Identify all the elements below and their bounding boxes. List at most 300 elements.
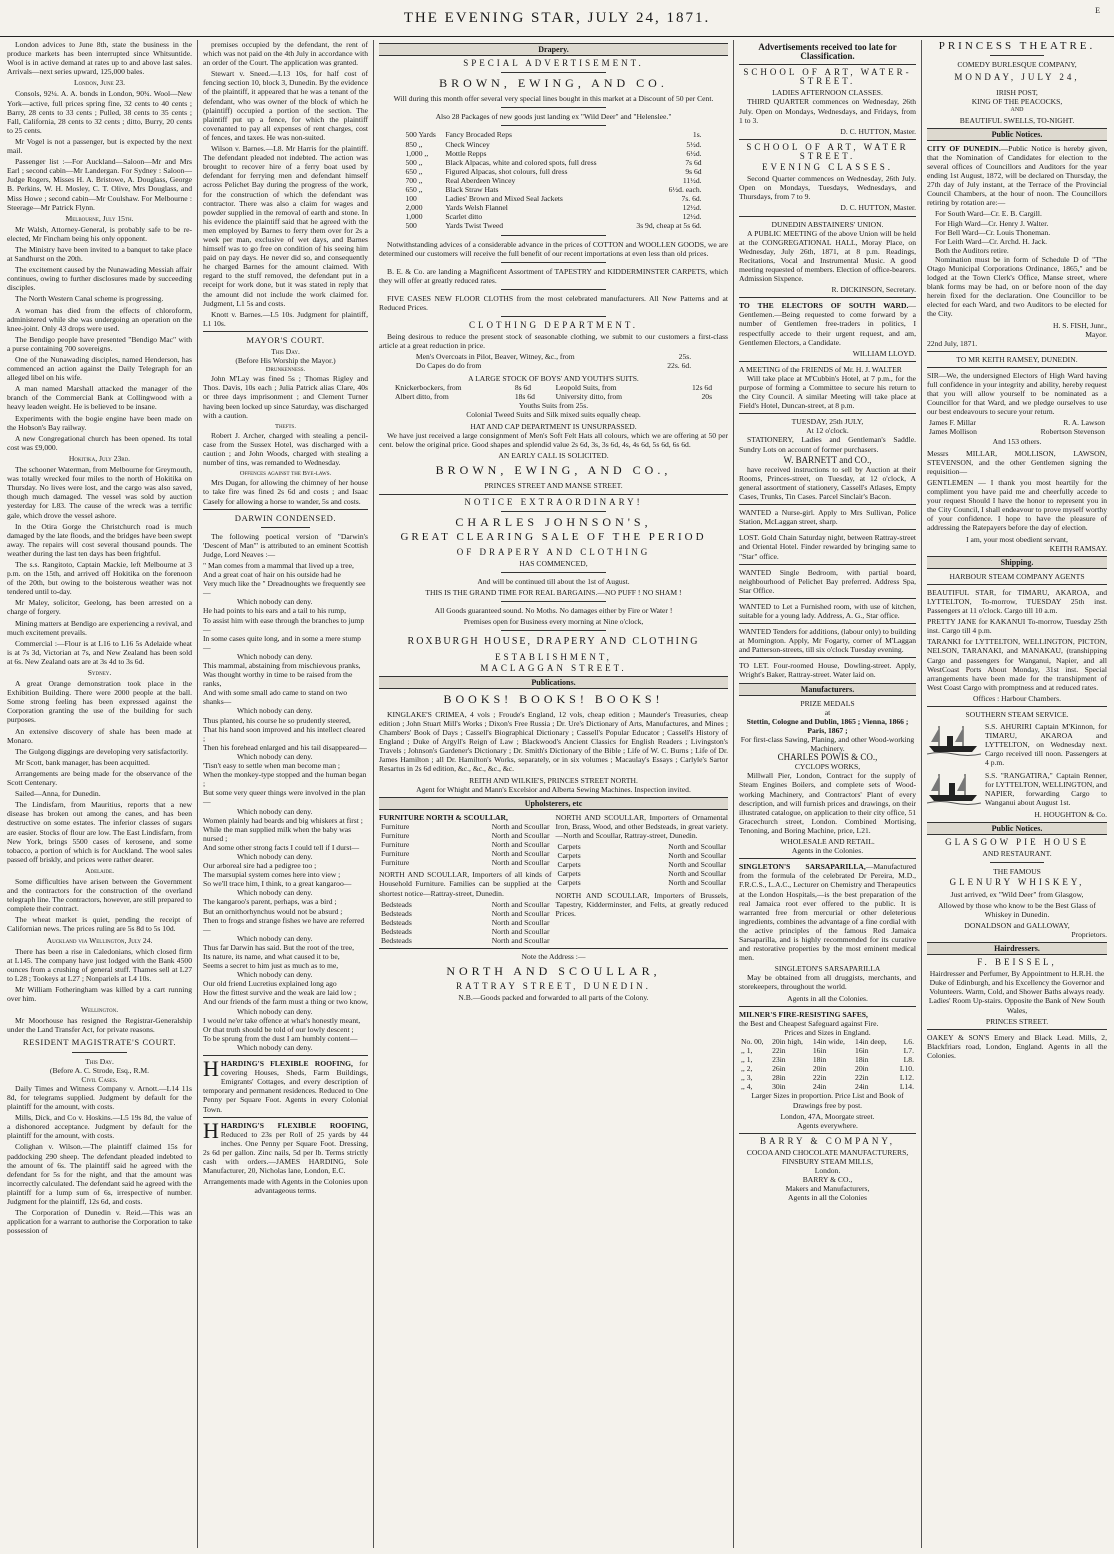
publications-label: Publications. [379, 676, 728, 689]
divider [739, 297, 916, 298]
harding-ad-2 [203, 1117, 368, 1176]
harding-footer: Arrangements made with Agents in the Colonies upon advantageous terms. [203, 1177, 368, 1196]
carpets-row [556, 842, 729, 851]
boys-row-cell: 18s 6d [514, 391, 535, 401]
donaldson-galloway: DONALDSON and GALLOWAY, [964, 920, 1070, 930]
furniture-row-cell: Furniture [381, 821, 410, 831]
ns-families: NORTH AND SCOULLAR, Importers of all kinds of Household Furniture. Families can be supplied at the shortest notice—Rattray-street, Dunedin. [379, 870, 552, 898]
goods-row-cell: 5½d. [686, 139, 702, 149]
to-let-ad: TO LET. Four-roomed House, Dowling-street. Apply, Wright's Baker, Rattray-street. Water laid on. [739, 661, 916, 680]
news-paragraph: The Bendigo people have presented "Bendigo Mac" with a purse containing 700 sovereigns. [7, 334, 192, 353]
sarsaparilla-head: SINGLETON'S SARSAPARILLA, [739, 862, 866, 872]
requisition-row [927, 418, 1107, 427]
poem-line: When the monkey-type stopped and the human began ; [203, 770, 367, 789]
has-commenced: HAS COMMENCED, [519, 558, 588, 568]
furniture-row-cell: North and Scoullar [491, 840, 550, 850]
poem-line: This mammal, abstaining from mischievous pranks, [203, 661, 361, 670]
safe-row-cell: ,, 4, [741, 1082, 753, 1092]
safe-row-cell: L7. [903, 1046, 914, 1055]
news-paragraph: London advices to June 8th, state the business in the produce markets has been interrupted since Whitsuntide. Wool is in active demand at rates up to and above last sales. Arrivals—next series upward, 125,000 bales. [7, 40, 192, 77]
safe-row-cell: L8. [903, 1055, 914, 1065]
divider [739, 216, 916, 217]
roxburgh-street: MACLAGGAN STREET. [480, 662, 627, 673]
divider [501, 262, 606, 263]
rm-court-title: RESIDENT MAGISTRATE'S COURT. [22, 1037, 177, 1048]
news-paragraph: Sailed—Anna, for Dunedin. [15, 789, 101, 799]
school-art-2-text: Second Quarter commences on Wednesday, 26th July. Open on Mondays, Tuesdays, Wednesdays, and Thursdays, from 7 to 9. [739, 174, 916, 202]
news-paragraph: Passenger list :—For Auckland—Saloon—Mr and Mrs Earl ; second cabin—Mr Landergan. For Sydney : Saloon—Judge Rogers, Misses H. A. Bristowe, A. Douglass, George B. Perkins, W. H. Mosley, C. T. Olive, Mrs Douglass, and Miss Howe ; second cabin—Mr Coulshaw. For Melbourne : Steerage—Mr Patrick Flynn. [7, 157, 192, 212]
safe-row [739, 1082, 916, 1091]
boys-row [393, 383, 714, 392]
princess-theatre: PRINCESS THEATRE. [938, 40, 1096, 52]
goods-row-cell: Yards Twist Tweed [445, 221, 504, 231]
divider [739, 858, 916, 859]
poem-line: Very much like the " Dreadnoughts we frequently see— [203, 579, 366, 598]
bedsteads-row-cell: Bedsteads [381, 908, 412, 918]
city-date: 22nd July, 1871. [927, 338, 978, 348]
furniture-row [379, 831, 552, 840]
ahuriri-text: S.S. AHURIRI Captain M'Kinnon, for TIMARU, AKAROA and LYTTELTON, on Wednesday next. Cargo received till noon. Passengers at 4 p.m. [985, 722, 1107, 768]
bedsteads-row [379, 918, 552, 927]
poem-line: Our arboreal sire had a pedigree too ; [203, 861, 317, 871]
bedsteads-row-cell: North and Scoullar [491, 926, 550, 936]
boys-row-cell: Leopold Suits, from [555, 382, 617, 392]
goods-row [403, 221, 703, 230]
goods-row-cell: Figured Alpacas, shot colours, full dress [445, 166, 568, 176]
ladies-classes: LADIES AFTERNOON CLASSES. [772, 88, 883, 98]
ns-ornamental: NORTH AND SCOULLAR, Importers of Ornamental Iron, Brass, Wood, and other Bedsteads, in great variety.—North and Scoullar, Rattray-street, Dunedin. [555, 812, 728, 840]
south-ward-head: TO THE ELECTORS OF SOUTH WARD. [739, 301, 909, 311]
newspaper-title: THE EVENING STAR, JULY 24, 1871. [403, 10, 711, 26]
poem-line: Thus far Darwin has said. But the root of the tree, [203, 942, 354, 952]
safe-row [739, 1073, 916, 1082]
court-paragraph: Mills, Dick, and Co v. Hoskins.—L5 19s 8d, the value of a dishonored acceptance. Judgment by default for the plaintiff for the amount, with costs. [7, 1113, 192, 1141]
pretty-jane-ad: PRETTY JANE for KAKANUI To-morrow, Tuesday 25th inst. Cargo till 4 p.m. [927, 617, 1107, 636]
poem-line: To be sprung from the dust I am humbly content— [203, 1033, 358, 1043]
hutton-sig-1: D. C. HUTTON, Master. [840, 126, 916, 136]
fish-sig: H. S. FISH, Junr., [1052, 320, 1107, 330]
divider [739, 657, 916, 658]
news-paragraph: The schooner Waterman, from Melbourne for Greymouth, was totally wrecked four miles to the north of Hokitika on Thursday. No lives were lost, and the cargo was also saved, though much damaged. The vessel was sold by auction yesterday for L83. The cause of the wreck was a terrific gale, which drove the vessel ashore. [7, 465, 192, 520]
divider [379, 948, 728, 949]
news-paragraph: Mr Scott, bank manager, has been acquitted. [15, 757, 150, 767]
news-paragraph: Experiments with the bogie engine have been made on the Hobson's Bay railway. [7, 413, 192, 432]
brown-ewing-also: Also 28 Packages of new goods just landing ex "Wild Deer" and "Helenslee." [435, 112, 672, 122]
milner-note: Larger Sizes in proportion. Price List and Book of Drawings free by post. [751, 1091, 904, 1110]
goods-row-cell: 6½d. [686, 148, 702, 158]
steamship-icon [927, 722, 981, 756]
poem-line: Which nobody can deny. [237, 806, 313, 816]
divider [739, 413, 916, 414]
goods-row-cell: 6½d. each. [668, 185, 702, 195]
walter-text: Will take place at M'Cubbin's Hotel, at 7 p.m., for the purpose of forming a Committee to secure his return to the City Council. A similar Meeting will take place at Field's Hotel, Duncan-street, at 8 p.m. [739, 373, 916, 411]
safe-row-cell: ,, 1, [741, 1055, 753, 1065]
divider [927, 706, 1107, 707]
overcoats-table [414, 352, 693, 370]
safe-row-cell: 22in [855, 1073, 869, 1083]
milner-head: MILNER'S FIRE-RESISTING SAFES, [739, 1009, 868, 1019]
darwin-poem [203, 561, 368, 1052]
tuesday-time: At 12 o'clock. [806, 426, 849, 436]
court-paragraph: Stewart v. Sneed.—L13 10s, for half cost of fencing section 10, block 3, Dunedin. By the evidence of the plaintiff, it appeared that he was a tenant of the defendant, who was owner of the block of which he (plaintiff) occupied a portion of the section. The plaintiff put up a fence, for which the plaintiff covenanted to pay all expenses of rent charges, cost of fences, and taxes. He was non-suited. [203, 69, 368, 142]
rattray-street: RATTRAY STREET, DUNEDIN. [456, 981, 651, 992]
barry-agents: Agents in all the Colonies [788, 1193, 867, 1203]
carpets-row-cell: Carpets [557, 842, 581, 852]
ramsay-others: And 153 others. [992, 436, 1042, 446]
goods-row-cell: Ladies' Brown and Mixed Seal Jackets [445, 194, 563, 204]
overcoat-row-cell: 25s. [678, 352, 692, 362]
public-notices-label: Public Notices. [927, 128, 1107, 141]
mayors-court-day: This Day. [271, 347, 300, 356]
safe-row-cell: 28in [772, 1073, 786, 1083]
goods-row-cell: 650 ,, [405, 166, 423, 176]
news-paragraph: Mining matters at Bendigo are experiencing a revival, and much excitement prevails. [7, 618, 192, 637]
monday-date: MONDAY, JULY 24, [954, 72, 1080, 83]
boys-row-cell: 12s 6d [691, 382, 713, 392]
bedroom-ad: WANTED Single Bedroom, with partial board, neighbourhood of Pelichet Bay preferred. Address Spa, Star Office. [739, 567, 916, 595]
drapery-clothing: OF DRAPERY AND CLOTHING [456, 546, 651, 557]
goods-row-cell: 9s 6d [685, 166, 702, 176]
column-2 [198, 40, 374, 1548]
poem-line: Which nobody can deny. [237, 851, 313, 861]
furniture-row-cell: North and Scoullar [491, 849, 550, 859]
ns-nb: N.B.—Goods packed and forwarded to all parts of the Colony. [458, 993, 649, 1003]
news-paragraph: Arrangements are being made for the observance of the Scott Centenary. [7, 768, 192, 788]
thefts-text: Robert J. Archer, charged with stealing a pencil-case from the Sussex Hotel, was discharged with a caution ; and John Woods, charged with stealing a number of tins, was remanded to Wednesday. [203, 430, 368, 468]
north-scoullar-title: NORTH AND SCOULLAR, [446, 964, 661, 979]
poem-line: And with some small ado came to stand on two shanks— [203, 688, 348, 707]
thefts-heading: Thefts. [275, 422, 296, 430]
premises-open: Premises open for Business every morning at Nine o'clock, [463, 617, 644, 627]
poem-line: To assist him with ease through the branches to jump— [203, 615, 365, 634]
news-paragraph: Mr Vogel is not a passenger, but is expected by the next mail. [7, 136, 192, 156]
news-paragraph: Auckland via Wellington, July 24. [46, 935, 153, 945]
boys-row-cell: 20s [701, 391, 713, 401]
sewing-agent: Agent for Whight and Mann's Excelsior and Alberta Sewing Machines. Inspection invited. [416, 784, 691, 794]
upholsterers-label: Upholsterers, etc [379, 797, 728, 810]
column-1 [2, 40, 198, 1548]
mayor-title: Mayor. [1085, 329, 1107, 339]
harding-ad-1 [203, 1056, 369, 1114]
divider [927, 351, 1107, 352]
note-address: Note the Address :— [521, 952, 586, 962]
divider [379, 494, 728, 495]
roxburgh-title: ROXBURGH HOUSE, DRAPERY AND CLOTHING [407, 636, 700, 648]
carpets-row-cell: North and Scoullar [668, 851, 726, 861]
furniture-row-cell: Furniture [381, 831, 410, 840]
goods-row-cell: Yards Welsh Flannel [445, 203, 508, 213]
boys-row-cell: Albert ditto, from [394, 391, 449, 401]
bedsteads-row-cell: Bedsteads [381, 936, 412, 946]
poem-line: The kangaroo's parent, perhaps, was a bird ; [203, 897, 337, 907]
divider [739, 564, 916, 565]
drapery-label: Drapery. [379, 43, 728, 56]
powis-agents: Agents in the Colonies. [791, 846, 864, 856]
goods-row-cell: 700 ,, [405, 175, 423, 185]
powis-works: CYCLOPS WORKS, [794, 762, 861, 772]
goods-row [403, 212, 703, 221]
carpets-row-cell: Carpets [557, 878, 581, 888]
prize-at: at [824, 707, 831, 717]
goods-price-table [403, 130, 703, 230]
furniture-row-cell: Furniture [381, 840, 410, 850]
furniture-row [379, 849, 552, 858]
ramsay-close: I am, your most obedient servant, [966, 534, 1068, 544]
goods-row [403, 149, 703, 158]
divider [739, 623, 916, 624]
carpets-row-cell: North and Scoullar [668, 869, 726, 879]
divider [501, 316, 606, 317]
news-paragraph: A man named Marshall attacked the manager of the branch of the Commercial Bank at Collingwood with a heavy leaden weight. He is believed to be insane. [7, 384, 192, 412]
poem-line: He had points to his ears and a tail to his rump, [203, 606, 346, 616]
ward-item: For South Ward—Cr. E. B. Cargill. [935, 209, 1042, 219]
beautiful-swells: BEAUTIFUL SWELLS, TO-NIGHT. [959, 115, 1075, 125]
irish-post: IRISH POST, [996, 88, 1038, 98]
safe-row [739, 1055, 916, 1064]
safe-row-cell: 22in [812, 1073, 827, 1083]
goods-row-cell: 100 [405, 194, 417, 204]
news-paragraph: Mr Walsh, Attorney-General, is probably safe to be re-elected, Mr Fincham being his only opponent. [7, 224, 192, 243]
furniture-head: FURNITURE NORTH & SCOULLAR, [379, 812, 508, 822]
safe-row-cell: 24in [812, 1082, 827, 1092]
barry-london: London. [814, 1166, 841, 1176]
poem-line: Our old friend Lucretius explained long ago [203, 979, 337, 989]
goods-row-cell: 650 ,, [405, 185, 423, 195]
court-paras-cont [203, 40, 368, 328]
poem-line: Its nature, its name, and what caused it to be, [203, 952, 340, 961]
safe-row-cell: L6. [903, 1036, 914, 1046]
overcoat-row-cell: Men's Overcoats in Pilot, Beaver, Witney, &c., from [415, 352, 575, 362]
ramsay-head: TO MR KEITH RAMSEY, DUNEDIN. [956, 354, 1078, 364]
milner-text: the Best and Cheapest Safeguard against Fire. [739, 1018, 879, 1028]
safe-row-cell: 14in deep, [855, 1036, 887, 1046]
court-paragraph: premises occupied by the defendant, the rent of which was not paid on the 4th July in accordance with an order of the Court. The application was granted. [203, 40, 368, 68]
poem-line: Which nobody can deny. [237, 970, 313, 980]
news-paragraph: A great Orange demonstration took place in the Exhibition Building. There were 2000 people at the ball. Some strong feeling has been expressed against the Corporation granting the use of the building for such purposes. [7, 679, 192, 725]
poem-line: And some other strong facts I could tell if I durst— [203, 842, 360, 852]
brown-ewing-title-2: BROWN, EWING, AND CO., [435, 463, 672, 478]
news-paragraph: Hokitika, July 23rd. [68, 453, 131, 463]
school-art-2: SCHOOL OF ART, WATER STREET. [746, 141, 909, 161]
divider [739, 361, 916, 362]
south-ward-text: —Gentlemen.—Being requested to come forward by a number of Gentlemen free-traders in politics, I respectfully accede to their urgent request, and am, Gentlemen Electors, a Candidate. [739, 301, 916, 347]
poem-line: In some cases quite long, and in some a mere stump— [203, 633, 361, 652]
poem-line: And our friends of the farm must a thing or two know, [203, 997, 368, 1007]
harding-ad-2-text: Reduced to 23s per Roll of 25 yards by 44 inches. One Penny per Square Foot. Dressing, 2s 6d per gallon. Zinc nails, 5d per lb. Terms strictly cash with orders.—JAMES HARDING, Sole Manufacturer, 20, Nicholas lane, London, E.C. [203, 1129, 368, 1176]
beautiful-star-ad: BEAUTIFUL STAR, for TIMARU, AKAROA, and LYTTELTON, To-morrow, TUESDAY 25th inst. Passengers at 11 o'clock. Cargo till 10 a.m. [927, 587, 1107, 616]
news-paragraph: The Ministry have been invited to a banquet to take place at Sandhurst on the 20th. [7, 244, 192, 264]
poem-line: " Man comes from a mammal that lived up a tree, [203, 560, 354, 570]
poem-line: I would ne'er take offence at what's honestly meant, [203, 1015, 361, 1025]
safe-row-cell: 18in [812, 1055, 827, 1065]
poem-line: Thus planted, his course he so prudently steered, [203, 715, 351, 725]
safe-row-cell: 30in [772, 1082, 786, 1092]
harding-ad-1-text: for covering Houses, Sheds, Farm Buildings, Emigrants' Cottages, and every description of temporary and permanent residences. Reduced to One Penny per Square Foot. Agents in every Colonial Town. [203, 1059, 369, 1114]
goods-row-cell: 11½d. [682, 175, 702, 185]
safe-row-cell: 20in [812, 1064, 827, 1074]
ward-item: Both the Auditors retire. [935, 245, 1009, 255]
column-5 [922, 40, 1112, 1548]
charles-johnson-title: CHARLES JOHNSON'S, [455, 514, 652, 529]
evening-classes: EVENING CLASSES. [761, 162, 893, 173]
nurse-ad: WANTED a Nurse-girl. Apply to Mrs Sullivan, Police Station, McLaggan street, sharp. [739, 508, 916, 527]
boys-row-cell: 8s 6d [514, 382, 532, 392]
poem-line: That his hand soon improved and his intellect cleared ; [203, 724, 366, 743]
safe-row-cell: L10. [899, 1064, 914, 1074]
news-paragraph: The Gulgong diggings are developing very satisfactorily. [15, 746, 189, 756]
goods-row-cell: Real Aberdeen Wincey [445, 175, 516, 185]
column-4 [734, 40, 922, 1548]
mayors-court-title: MAYOR'S COURT. [246, 334, 325, 345]
divider [739, 504, 916, 505]
clearing-sale-title: GREAT CLEARING SALE OF THE PERIOD [400, 530, 707, 543]
rm-court-before: (Before A. C. Strode, Esq., R.M. [49, 1065, 150, 1075]
court-paras [7, 1084, 192, 1236]
overcoat-row-cell: Do Capes do do from [415, 361, 482, 371]
ahuriri-ad [927, 722, 1107, 767]
divider [261, 527, 311, 528]
poem-line: Which nobody can deny. [237, 1042, 313, 1052]
goods-row [403, 158, 703, 167]
poem-line: 'Tisn't easy to settle when man become man ; [203, 761, 341, 771]
abstainers-head: DUNEDIN ABSTAINERS' UNION. [771, 219, 884, 229]
news-paragraph: The excitement caused by the Nunawading Messiah affair continues, owing to further disclosures made by succeeding disciples. [7, 265, 192, 293]
news-paragraph: Mr Moorhouse has resigned the Registrar-Generalship under the Land Transfer Act, for private reasons. [7, 1016, 192, 1035]
the-famous: THE FAMOUS [993, 867, 1041, 877]
mayors-court-before: (Before His Worship the Mayor.) [235, 356, 336, 366]
southern-service: SOUTHERN STEAM SERVICE. [965, 710, 1069, 719]
news-paragraph: The Lindisfarn, from Mauritius, reports that a new disease has broken out among the canes, and has been destructive on some estates. The inferior classes of sugars are easier. Stocks of flour are low. The East Lindisfarn, from New York, brings 5500 cases of kerosene, and some tobacco, a portion of which is for Auckland. The wool sales passed off briskly, and prices were rather dearer. [7, 800, 192, 864]
safe-row-cell: L14. [899, 1082, 914, 1092]
furniture-row [379, 822, 552, 831]
carpets-row-cell: North and Scoullar [668, 878, 726, 888]
goods-row-cell: 1,000 [405, 212, 423, 222]
tapestry-notice: B. E. & Co. are landing a Magnificent Assortment of TAPESTRY and KIDDERMINSTER CARPETS, which they will offer at greatly reduced rates. [379, 266, 728, 285]
prize-for: For first-class Sawing, Planing, and other Wood-working Machinery. [740, 735, 915, 754]
court-paragraph: Wilson v. Barnes.—L8. Mr Harris for the plaintiff. The defendant pleaded not indebted. The action was brought to recover hire of a ferry boat used by defendant for ferrying men and defendant himself across Pelichet Bay during the progress of the work, for the construction of which the defendant was contractor. There was also a claim for wages and powder supplied in the removal of earth and stone. In his evidence the plaintiff said that he agreed with the men employed by Barnes to ferry them over for 2s a week per man, exclusive of wet days, and Barnes himself was to go free on condition of his seeing him paid on pay days. He never did so, and consequently he charged Barnes for the amount claimed. With regard to the stuff removed, the defendant put in a receipt for work done, but it was stated in reply that the amount did not include the work claimed for. Judgment, L1 5s and costs. [203, 144, 368, 308]
harding-ad-2-head: HARDING'S FLEXIBLE ROOFING, [220, 1120, 368, 1130]
ramsay-names [927, 418, 1107, 436]
late-ads-heading: Advertisements received too late for Classification. [758, 42, 897, 62]
upholsterers-grid [379, 813, 728, 945]
lost-ad: LOST. Gold Chain Saturday night, between Rattray-street and Oriental Hotel. Finder rewarded by bringing same to "Star" office. [739, 533, 916, 561]
powis-text: Millwall Pier, London, Contract for the supply of Steam Engines Boilers, and complete sets of Wood-working Machinery, and Contractors' Plant of every description, and will furnish prices and drawings, on their illustrated catalogue, on application to their city office, 51 Gracechurch street, London. Combined Mortising, Tenoning, and Boring Machine, price, L21. [739, 771, 916, 835]
carpets-table [556, 842, 729, 887]
news-paragraph: Mr William Fotheringham was killed by a cart running over him. [7, 985, 192, 1004]
divider [927, 367, 1107, 368]
news-paragraph: Commercial :—Flour is at L16 to L16 5s Adelaide wheat is at 7s 3d, Victorian at 7s, and New Zealand has been sold at 6s. New Zealand oats are at 3s 4d to 3s 6d. [7, 638, 192, 666]
carpets-row [556, 860, 729, 869]
requisition-row-cell: James F. Millar [929, 418, 976, 428]
bedsteads-row [379, 909, 552, 918]
ramsay-reply-intro: Messrs MILLAR, MOLLISON, LAWSON, STEVENSON, and the other Gentlemen signing the requisition— [927, 448, 1107, 476]
requisition-row-cell: Robertson Stevenson [1040, 427, 1105, 437]
oakey-ad: OAKEY & SON'S Emery and Black Lead. Mills, 2, Blackfriars road, London, England. Agents in all the Colonies. [927, 1032, 1107, 1060]
divider [739, 1133, 916, 1134]
drunkenness-text: John M'Lay was fined 5s ; Thomas Rigley and Thos. Davis, 10s each ; Julia Patrick alias Clare, 40s or three days imprisonment ; and Clement Turner having been locked up since Saturday, was discharged with a caution. [203, 374, 368, 420]
requisition-row-cell: R. A. Lawson [1063, 418, 1105, 428]
houghton-sig: H. HOUGHTON & Co. [1034, 809, 1107, 819]
bedsteads-row-cell: Bedsteads [381, 917, 412, 927]
sarsaparilla-text: —Manufactured from the formula of the celebrated Dr Pereira, M.D., F.R.C.S., L.A.C., Lecturer on Chemistry and Therapeutics at the London Hospitals,—is the best preparation of the real Jamaica root ever offered to the public. It is warranted free from mercurial or other deleterious ingredients, combines the advantage of a fine cordial with the active principles of the famous Red Jamaica Sarsaparilla, and is highly recommended for its curative and restorative properties by the most eminent medical men. [739, 862, 916, 963]
divider [739, 64, 916, 65]
goods-row-cell: Check Wincey [445, 139, 490, 149]
news-paragraph: The North Western Canal scheme is progressing. [15, 294, 164, 304]
and-word: AND [1010, 107, 1024, 114]
goods-row-cell: 7s. 6d. [681, 194, 702, 204]
tuesday-head: TUESDAY, 25th JULY, [791, 417, 864, 427]
safe-row-cell: 18in [855, 1055, 869, 1065]
barry-head: BARRY & COMPANY, [760, 1135, 895, 1146]
poem-line: Which nobody can deny. [237, 933, 313, 943]
safe-row-cell: 16in [812, 1046, 827, 1055]
bedsteads-table [379, 900, 552, 945]
goods-row-cell: Scarlet ditto [445, 212, 483, 222]
divider [203, 331, 368, 332]
carpets-row-cell: North and Scoullar [668, 842, 726, 852]
safe-row-cell: 24in [855, 1082, 869, 1092]
overcoat-row-cell: 22s. 6d. [667, 361, 692, 371]
beissel-head: F. BEISSEL, [977, 957, 1057, 968]
goods-row-cell: 1s. [692, 130, 702, 140]
news-paragraph: In the Otira Gorge the Christchurch road is much damaged by the late floods, and the bridges have been swept away. The repairs will cost several thousand pounds. The weather during the last ten days has been frightful. [7, 521, 192, 558]
boys-heading: A LARGE STOCK OF BOYS' AND YOUTH'S SUITS. [468, 373, 639, 383]
divider [739, 598, 916, 599]
goods-row [403, 167, 703, 176]
safe-row [739, 1037, 916, 1046]
sarsaparilla-agents: Agents in all the Colonies. [787, 993, 868, 1003]
news-paragraph: A woman has died from the effects of chloroform, administered while she was undergoing an operation on the knee-joint. Only 43 drops were used. [7, 305, 192, 333]
goods-guaranteed: All Goods guaranteed sound. No Moths. No damages either by Fire or Water ! [434, 606, 673, 616]
furnished-room-ad: WANTED to Let a Furnished room, with use of kitchen, suitable for a young lady. Address, A. G., Star office. [739, 601, 916, 620]
column-3 [374, 40, 734, 1548]
cotton-notice: Notwithstanding advices of a considerable advance in the prices of COTTON and WOOLLEN GOODS, we are determined our customers will receive the full benefit of our recent importations at even less than old prices. [379, 239, 728, 258]
dickinson-sig: R. DICKINSON, Secretary. [831, 285, 916, 295]
city-notice-head: CITY OF DUNEDIN. [927, 143, 1001, 153]
brown-ewing-intro: Will during this month offer several very special lines bought in this market at a Discount of 50 per Cent. [393, 94, 714, 104]
bedsteads-row-cell: North and Scoullar [491, 936, 550, 946]
bylaws-text: Mrs Dugan, for allowing the chimney of her house to take fire was fined 2s 6d and costs ; and Isaac Casely for allowing a horse to wander, 5s and costs. [203, 478, 368, 506]
carpets-row-cell: Carpets [557, 851, 581, 861]
barnett-text: have received instructions to sell by Auction at their Rooms, Princes-street, on Tuesday, at 12 o'clock, A general assortment of stationery, Cassell's Atlases, Empty Cases, Trunks, Tin Cases. Parcel Sinclair's Bacon. [739, 464, 916, 502]
comedy-company: COMEDY BURLESQUE COMPANY, [957, 60, 1077, 70]
milner-agents: Agents everywhere. [797, 1120, 858, 1130]
milner-sizes: Prices and Sizes in England. [784, 1027, 871, 1037]
goods-row-cell: 500 Yards [405, 130, 436, 140]
milner-address: London, 47A, Moorgate street. [780, 1111, 875, 1121]
taranaki-ad: TARANKI for LYTTELTON, WELLINGTON, PICTON, NELSON, TARANAKI, and MANAKAU, (transhipping Cargo and passengers for Wanganui, Napier, and all WestCoast Ports About Monday, 31st inst. Special arrangements have been made for the transhipment of West Coast Cargo with promptness and at reduced rates. [927, 637, 1107, 692]
safe-row-cell: 26in [772, 1064, 786, 1074]
grand-time: THIS IS THE GRAND TIME FOR REAL BARGAINS.—NO PUFF ! NO SHAM ! [425, 588, 682, 598]
court-paragraph: Knott v. Barnes.—L5 10s. Judgment for plaintiff, L1 10s. [203, 309, 368, 328]
news-paras-1 [7, 40, 192, 1034]
divider [739, 1006, 916, 1007]
south-ward-ad [739, 301, 916, 346]
walter-head: A MEETING of the FRIENDS of Mr. H. J. WALTER [739, 364, 902, 374]
bedsteads-row-cell: Bedsteads [381, 926, 412, 936]
poem-line: How the fittest survive and the weak are laid low ; [203, 988, 357, 998]
poem-line: But some very queer things were involved in the plan— [203, 788, 366, 807]
goods-row-cell: 850 ,, [405, 139, 423, 149]
goods-row [403, 203, 703, 212]
barry-makers: Makers and Manufacturers, [785, 1184, 870, 1194]
king-peacocks: KING OF THE PEACOCKS, [971, 97, 1063, 107]
lloyd-sig: WILLIAM LLOYD. [852, 348, 916, 358]
books-title: BOOKS! BOOKS! BOOKS! [443, 691, 664, 706]
safe-row-cell: L12. [899, 1073, 914, 1083]
carpets-row [556, 869, 729, 878]
city-notice-text: —Public Notice is hereby given, that the Nomination of Candidates for election to the several offices of Councillors and Auditors for the year ending 1st August, 1872, will be declared on Thursday, the 27th day of July instant, at the Terrace of the Provincial Council Chambers, at the hour of noon. The Councillors retiring by rotation are:— [927, 143, 1107, 208]
